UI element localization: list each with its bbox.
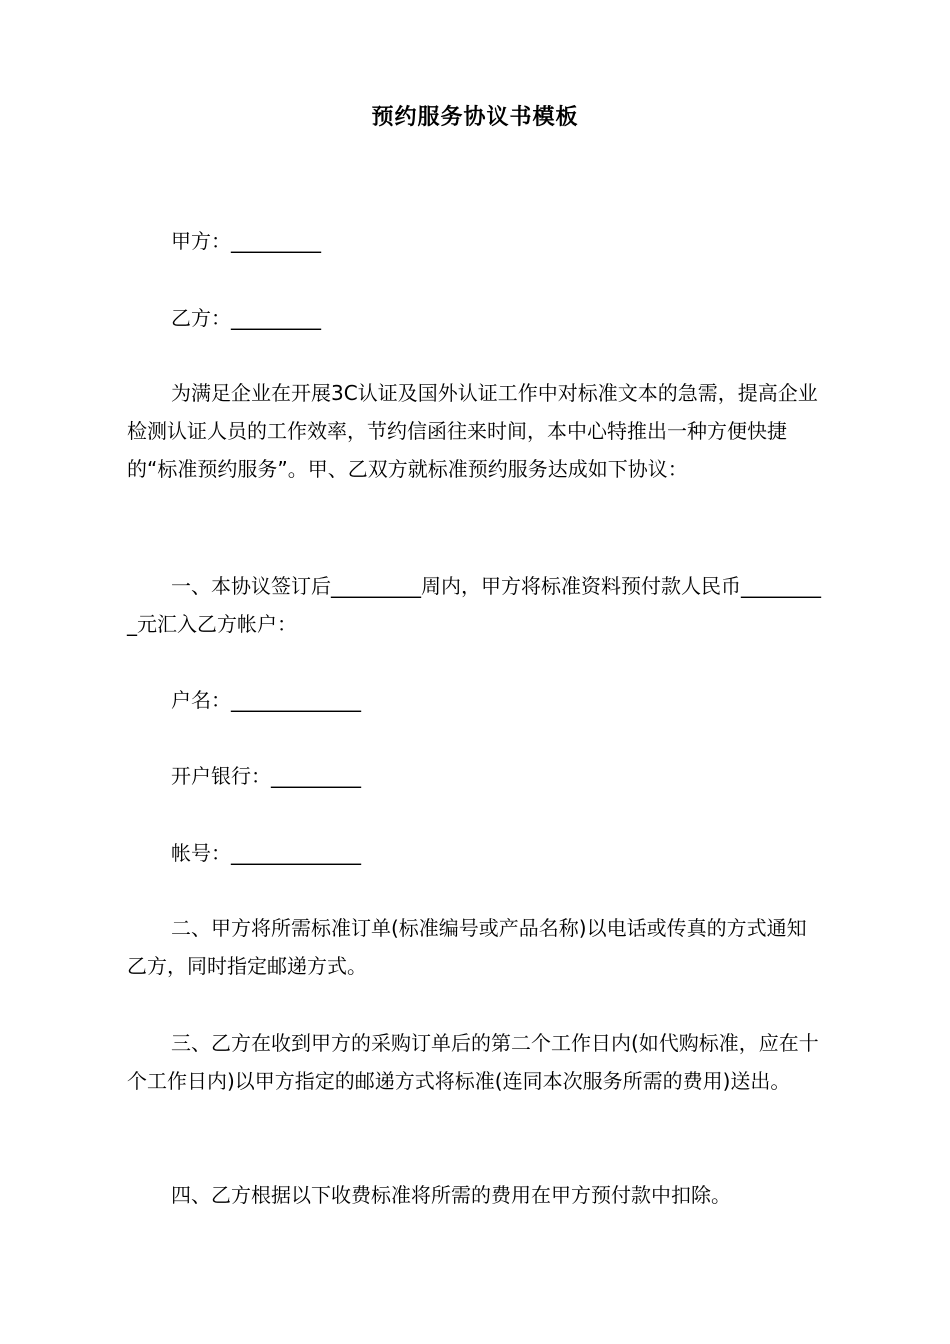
- clause-two: 二、甲方将所需标准订单(标准编号或产品名称)以电话或传真的方式通知乙方，同时指定邮递方式。: [127, 916, 807, 978]
- account-name-line: 户名：_____________: [171, 688, 361, 712]
- account-number-line: 帐号：_____________: [171, 841, 361, 865]
- intro-paragraph: 为满足企业在开展3C认证及国外认证工作中对标准文本的急需，提高企业检测认证人员的工作效率，节约信函往来时间，本中心特推出一种方便快捷的“标准预约服务”。甲、乙双方就标准预约服务达成如下协议：: [127, 381, 818, 481]
- party-a-line: 甲方：_________: [171, 229, 321, 253]
- clause-one: 一、本协议签订后_________周内，甲方将标准资料预付款人民币_________元汇入乙方帐户：: [127, 574, 821, 636]
- bank-line: 开户银行：_________: [171, 764, 361, 788]
- clause-four: 四、乙方根据以下收费标准将所需的费用在甲方预付款中扣除。: [171, 1183, 731, 1207]
- clause-three: 三、乙方在收到甲方的采购订单后的第二个工作日内(如代购标准，应在十个工作日内)以甲方指定的邮递方式将标准(连同本次服务所需的费用)送出。: [127, 1031, 819, 1093]
- document-title: 预约服务协议书模板: [371, 105, 579, 130]
- party-b-line: 乙方：_________: [171, 306, 321, 330]
